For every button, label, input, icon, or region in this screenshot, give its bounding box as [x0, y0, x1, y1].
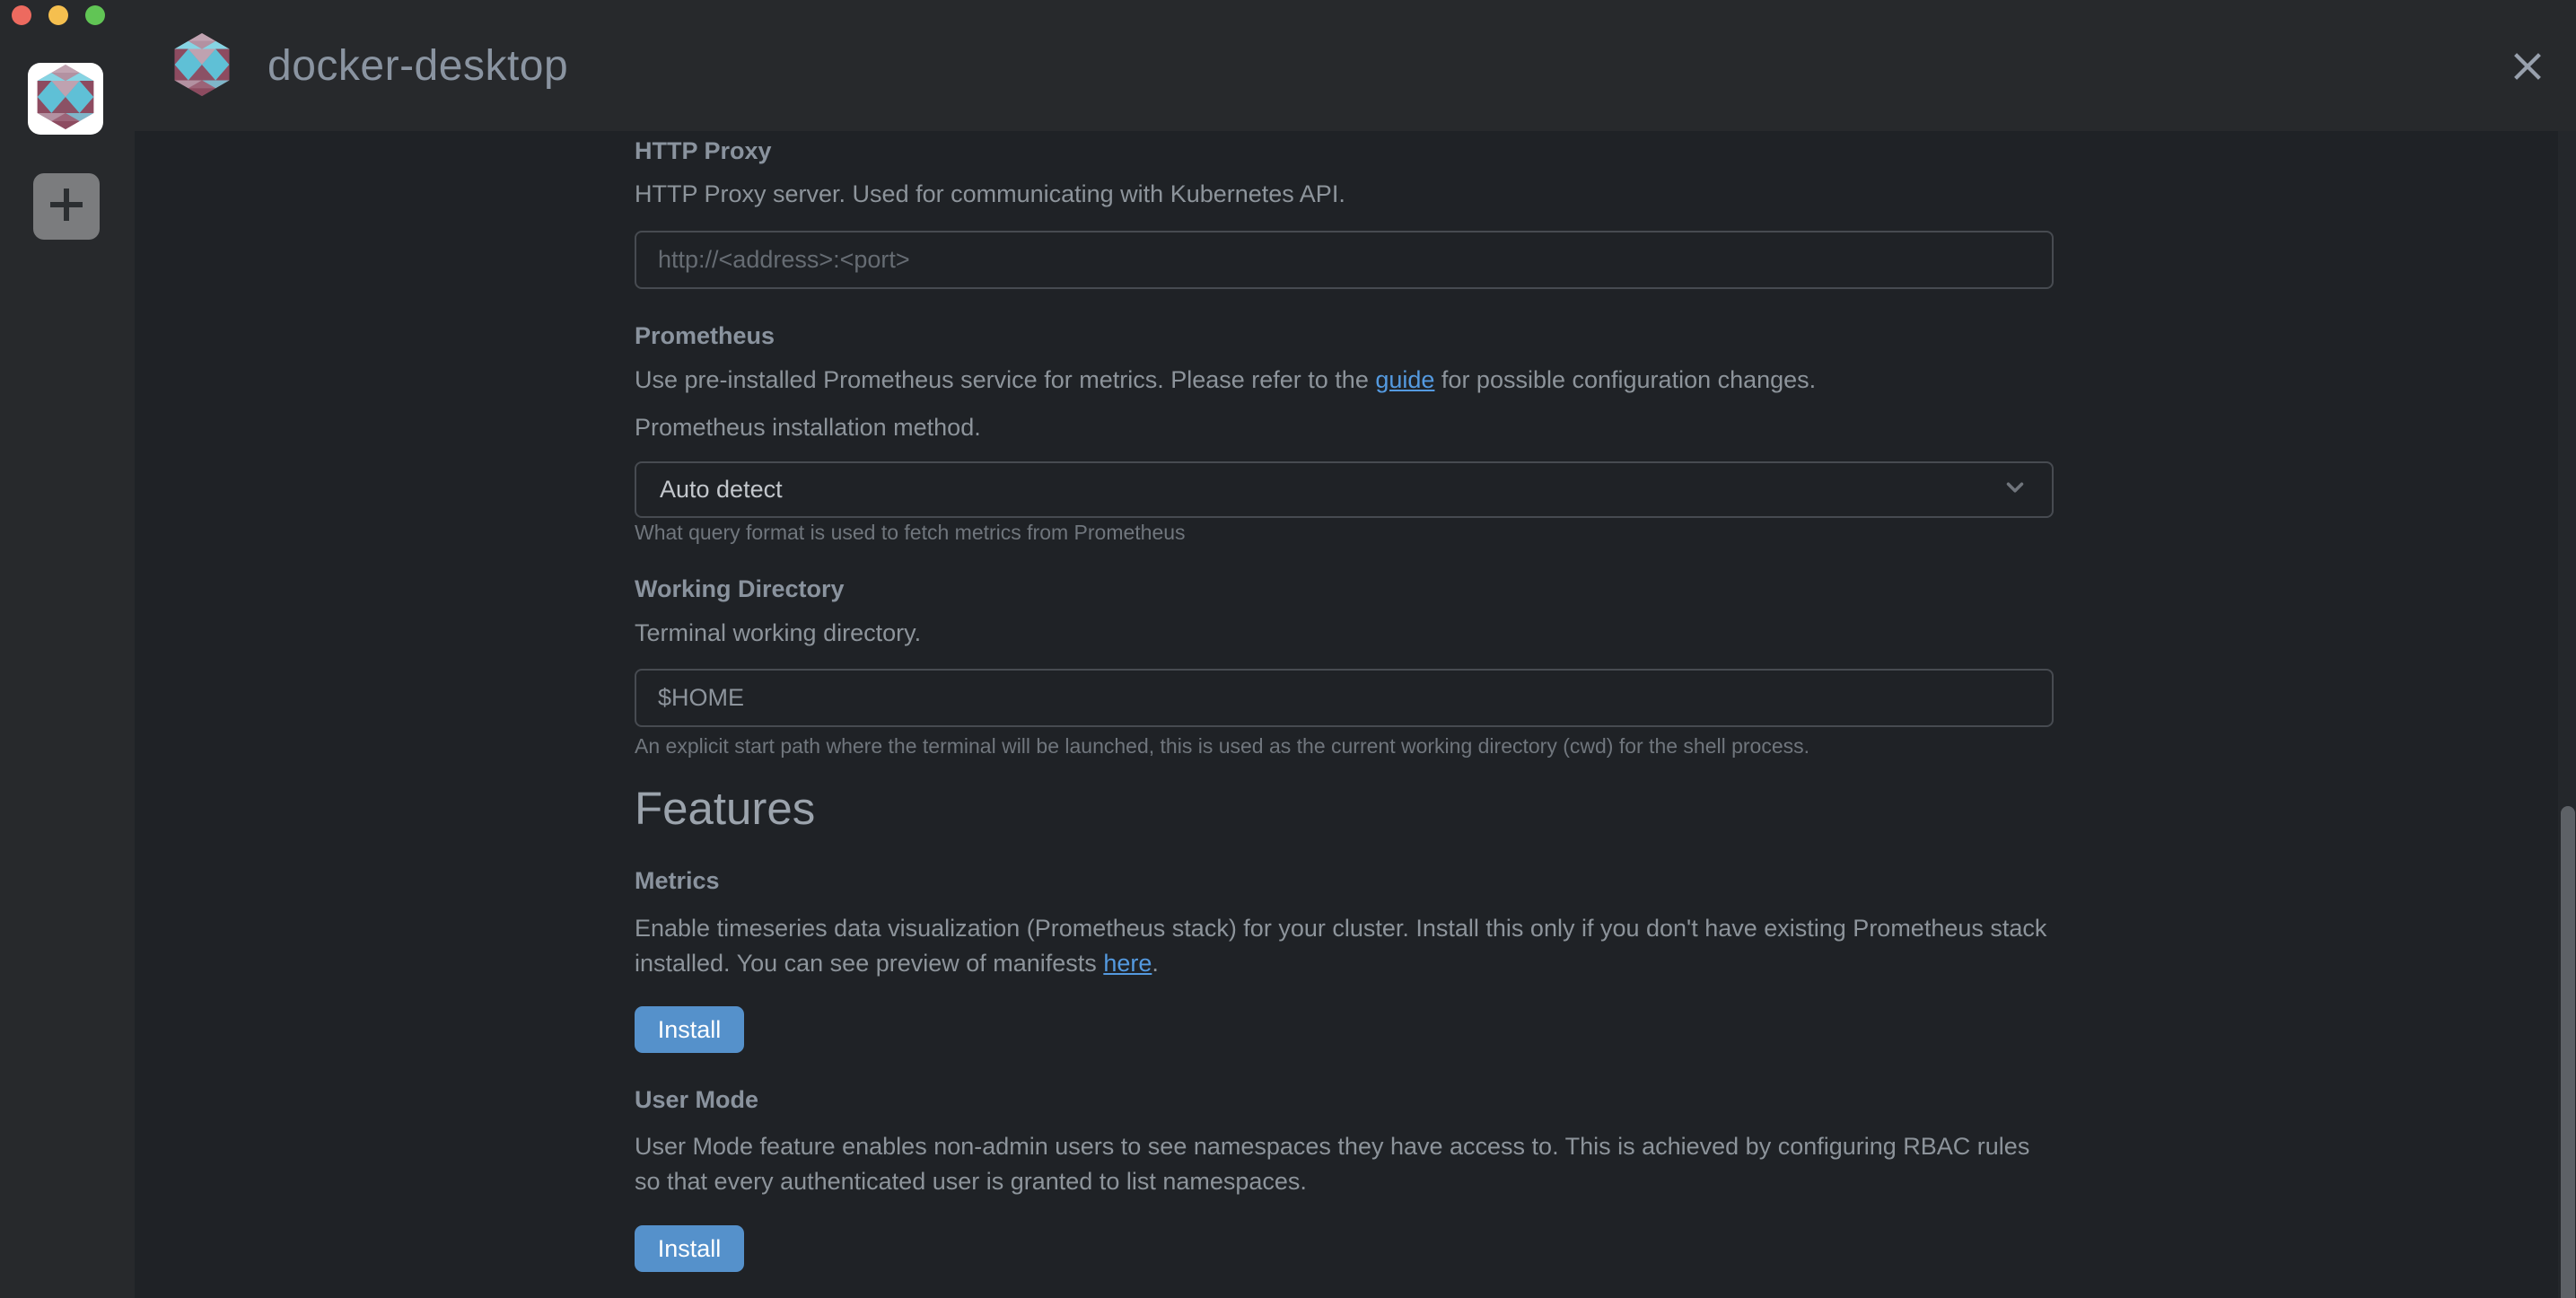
prometheus-method-select[interactable]	[635, 461, 2054, 518]
features-heading: Features	[635, 783, 816, 834]
here-link[interactable]: here	[1103, 950, 1152, 977]
maximize-window-icon[interactable]	[85, 5, 105, 25]
metrics-desc-text-after: .	[1152, 950, 1159, 977]
working-directory-description: Terminal working directory.	[635, 619, 922, 646]
settings-form	[635, 131, 2054, 1272]
titlebar	[135, 0, 2576, 131]
working-directory-input[interactable]	[635, 669, 2054, 727]
metrics-heading: Metrics	[635, 867, 720, 894]
prometheus-helper: What query format is used to fetch metrics from Prometheus	[635, 521, 1186, 544]
sidebar	[0, 0, 135, 1298]
traffic-lights	[12, 5, 105, 25]
cluster-gem-icon	[31, 65, 100, 134]
user-mode-description: User Mode feature enables non-admin users to see namespaces they have access to. This is achieved by configuring RBAC rules so that every authenticated user is granted to list namespaces.	[635, 1133, 2030, 1195]
guide-link[interactable]: guide	[1375, 366, 1435, 393]
minimize-window-icon[interactable]	[48, 5, 68, 25]
settings-scroll-area[interactable]	[135, 131, 2576, 1298]
working-directory-helper: An explicit start path where the terminal will be launched, this is used as the current working directory (cwd) for the shell process.	[635, 734, 1810, 758]
plus-icon	[48, 187, 84, 227]
prometheus-desc-text-after: for possible configuration changes.	[1434, 366, 1817, 393]
working-directory-heading: Working Directory	[635, 575, 845, 602]
prometheus-method-label: Prometheus installation method.	[635, 414, 981, 441]
http-proxy-input[interactable]	[635, 231, 2054, 289]
scrollbar-thumb[interactable]	[2561, 806, 2575, 1298]
page-title: docker-desktop	[267, 41, 569, 90]
add-cluster-button[interactable]	[33, 173, 100, 240]
close-window-icon[interactable]	[12, 5, 31, 25]
sidebar-item-docker-desktop-cluster[interactable]	[28, 63, 103, 135]
cluster-gem-icon	[169, 33, 235, 101]
chevron-down-icon	[2002, 474, 2028, 505]
close-button[interactable]	[2504, 45, 2551, 92]
selected-option-label: Auto detect	[660, 476, 783, 503]
http-proxy-heading: HTTP Proxy	[635, 137, 772, 164]
prometheus-heading: Prometheus	[635, 322, 775, 349]
prometheus-description	[635, 365, 2054, 394]
close-icon	[2507, 46, 2548, 92]
scrollbar-track[interactable]	[2558, 131, 2576, 1298]
metrics-desc-text: Enable timeseries data visualization (Prometheus stack) for your cluster. Install this only if you don't have existing Prometheus stack installed. You can see preview of manifests	[635, 915, 2047, 977]
prometheus-desc-text: Use pre-installed Prometheus service for metrics. Please refer to the	[635, 366, 1376, 393]
user-mode-heading: User Mode	[635, 1086, 759, 1113]
install-user-mode-button[interactable]: Install	[635, 1225, 744, 1272]
http-proxy-description: HTTP Proxy server. Used for communicating with Kubernetes API.	[635, 180, 1345, 207]
metrics-description	[635, 911, 2054, 981]
install-metrics-button[interactable]: Install	[635, 1006, 744, 1053]
